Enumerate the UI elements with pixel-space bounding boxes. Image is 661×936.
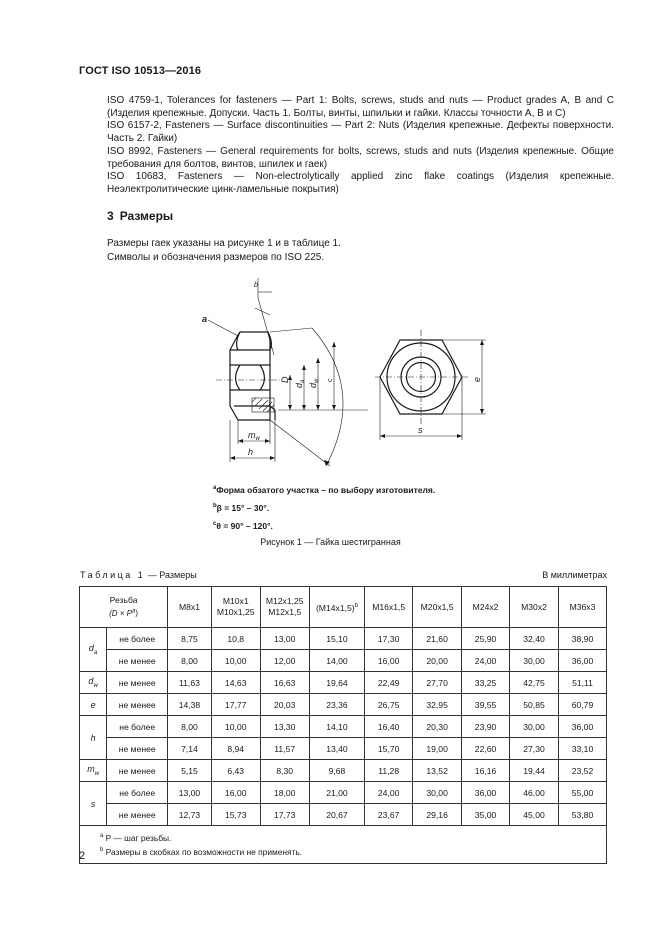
value-cell: 11,63 [168, 672, 212, 694]
value-cell: 14,10 [309, 716, 365, 738]
hex-nut-drawing [200, 270, 500, 475]
value-cell: 20,03 [260, 694, 309, 716]
section-number: 3 [107, 209, 114, 223]
value-cell: 9,68 [309, 760, 365, 782]
value-cell: 16,16 [462, 760, 510, 782]
value-cell: 6,43 [211, 760, 260, 782]
col-header-m12: M12x1,25 M12x1,5 [260, 587, 309, 628]
value-cell: 46,00 [510, 782, 559, 804]
value-cell: 32,40 [510, 628, 559, 650]
value-cell: 10,8 [211, 628, 260, 650]
value-cell: 30,00 [510, 650, 559, 672]
col-header-m20: M20x1,5 [413, 587, 462, 628]
value-cell: 33,25 [462, 672, 510, 694]
value-cell: 5,15 [168, 760, 212, 782]
intro-line-2: Символы и обозначения размеров по ISO 225. [107, 251, 325, 263]
value-cell: 60,79 [559, 694, 607, 716]
value-cell: 13,00 [168, 782, 212, 804]
value-cell: 21,60 [413, 628, 462, 650]
value-cell: 8,00 [168, 716, 212, 738]
section-heading [107, 209, 173, 223]
value-cell: 12,73 [168, 804, 212, 826]
reference-iso-8992: ISO 8992, Fasteners — General requirements for bolts, screws, studs and nuts (Изделия крепежные. Общие требования для болтов, винтов, шпилек и гаек) [107, 145, 614, 170]
section-intro [107, 237, 341, 264]
figure-note-a: $^a$Форма обзатого участка – по выбору изготовителя. [213, 484, 436, 495]
symbol-mw: $m_w$ [80, 760, 107, 782]
value-cell: 14,38 [168, 694, 212, 716]
label-h: h [248, 447, 254, 457]
symbol-dw: $d_w$ [80, 672, 107, 694]
value-cell: 16,40 [365, 716, 413, 738]
section-title: Размеры [119, 209, 174, 223]
table-caption: Таблица 1 — Размеры [80, 570, 197, 580]
value-cell: 18,00 [260, 782, 309, 804]
value-cell: 39,55 [462, 694, 510, 716]
limit-cell: не более [107, 782, 168, 804]
value-cell: 17,73 [260, 804, 309, 826]
table-row [80, 628, 607, 650]
value-cell: 8,94 [211, 738, 260, 760]
value-cell: 53,80 [559, 804, 607, 826]
value-cell: 10,00 [211, 650, 260, 672]
thread-header: Резьба $(D \times P^a)$ [80, 587, 168, 628]
value-cell: 17,77 [211, 694, 260, 716]
value-cell: 24,00 [365, 782, 413, 804]
value-cell: 23,90 [462, 716, 510, 738]
table-footnote-row [80, 826, 607, 864]
figure-note-b: $^b$β = 15° – 30°. [213, 502, 270, 513]
value-cell: 29,16 [413, 804, 462, 826]
value-cell: 13,30 [260, 716, 309, 738]
value-cell: 8,75 [168, 628, 212, 650]
label-dw: $d_w$ [308, 378, 320, 388]
value-cell: 32,95 [413, 694, 462, 716]
value-cell: 30,00 [510, 716, 559, 738]
symbol-s: s [80, 782, 107, 826]
value-cell: 16,63 [260, 672, 309, 694]
label-s: s [418, 425, 423, 435]
col-header-m16: M16x1,5 [365, 587, 413, 628]
limit-cell: не менее [107, 694, 168, 716]
value-cell: 12,00 [260, 650, 309, 672]
value-cell: 20,00 [413, 650, 462, 672]
table-row [80, 782, 607, 804]
value-cell: 16,00 [211, 782, 260, 804]
value-cell: 13,00 [260, 628, 309, 650]
value-cell: 22,60 [462, 738, 510, 760]
figure-note-c: $^c$θ = 90° – 120°. [213, 520, 273, 531]
symbol-e: e [80, 694, 107, 716]
intro-line-1: Размеры гаек указаны на рисунке 1 и в таблице 1. [107, 238, 341, 249]
table-row [80, 716, 607, 738]
value-cell: 23,52 [559, 760, 607, 782]
label-mw: $m_w$ [248, 430, 260, 442]
value-cell: 36,00 [559, 650, 607, 672]
value-cell: 20,67 [309, 804, 365, 826]
value-cell: 23,36 [309, 694, 365, 716]
value-cell: 38,90 [559, 628, 607, 650]
table-row [80, 694, 607, 716]
col-header-m30: M30x2 [510, 587, 559, 628]
label-beta: b [254, 282, 258, 289]
value-cell: 15,73 [211, 804, 260, 826]
value-cell: 45,00 [510, 804, 559, 826]
value-cell: 16,00 [365, 650, 413, 672]
value-cell: 14,00 [309, 650, 365, 672]
reference-iso-6157-2: ISO 6157-2, Fasteners — Surface discontinuities — Part 2: Nuts (Изделия крепежные. Дефекты поверхности. Часть 2. Гайки) [107, 120, 614, 145]
value-cell: 24,00 [462, 650, 510, 672]
dimensions-table [79, 586, 607, 864]
normative-references [107, 95, 614, 197]
table-footnote-b: $^b$ Размеры в скобках по возможности не применять. [100, 847, 303, 858]
value-cell: 13,52 [413, 760, 462, 782]
label-theta: c [327, 378, 334, 382]
col-header-m8: M8x1 [168, 587, 212, 628]
page-number: 2 [79, 850, 86, 862]
value-cell: 22,49 [365, 672, 413, 694]
col-header-m36: M36x3 [559, 587, 607, 628]
limit-cell: не более [107, 628, 168, 650]
table-row [80, 760, 607, 782]
limit-cell: не более [107, 716, 168, 738]
value-cell: 19,64 [309, 672, 365, 694]
limit-cell: не менее [107, 760, 168, 782]
limit-cell: не менее [107, 804, 168, 826]
figure-notes [213, 480, 435, 533]
value-cell: 36,00 [462, 782, 510, 804]
value-cell: 33,10 [559, 738, 607, 760]
table-row [80, 672, 607, 694]
col-header-m10: M10x1 M10x1,25 [211, 587, 260, 628]
value-cell: 25,90 [462, 628, 510, 650]
value-cell: 20,30 [413, 716, 462, 738]
value-cell: 51,11 [559, 672, 607, 694]
value-cell: 19,44 [510, 760, 559, 782]
value-cell: 42,75 [510, 672, 559, 694]
table-footnotes [80, 826, 607, 864]
figure-caption: Рисунок 1 — Гайка шестигранная [260, 537, 401, 547]
value-cell: 55,00 [559, 782, 607, 804]
table-header-row [80, 587, 607, 628]
value-cell: 15,10 [309, 628, 365, 650]
value-cell: 15,70 [365, 738, 413, 760]
value-cell: 14,63 [211, 672, 260, 694]
value-cell: 7,14 [168, 738, 212, 760]
col-header-m24: M24x2 [462, 587, 510, 628]
value-cell: 8,30 [260, 760, 309, 782]
table-row [80, 804, 607, 826]
limit-cell: не менее [107, 738, 168, 760]
label-a: a [202, 314, 208, 324]
value-cell: 50,85 [510, 694, 559, 716]
value-cell: 19,00 [413, 738, 462, 760]
label-e: e [472, 376, 482, 382]
symbol-h: h [80, 716, 107, 760]
value-cell: 17,30 [365, 628, 413, 650]
table-row [80, 650, 607, 672]
value-cell: 21,00 [309, 782, 365, 804]
document-header: ГОСТ ISO 10513—2016 [79, 65, 202, 77]
value-cell: 36,00 [559, 716, 607, 738]
value-cell: 27,30 [510, 738, 559, 760]
table-row [80, 738, 607, 760]
value-cell: 23,67 [365, 804, 413, 826]
value-cell: 8,00 [168, 650, 212, 672]
value-cell: 11,28 [365, 760, 413, 782]
table-footnote-a: $^a$ P — шаг резьбы. [100, 832, 172, 843]
value-cell: 26,75 [365, 694, 413, 716]
col-header-m14: $(M14x1,5)^b$ [309, 587, 365, 628]
table-units: В миллиметрах [542, 570, 607, 580]
value-cell: 35,00 [462, 804, 510, 826]
reference-iso-10683: ISO 10683, Fasteners — Non-electrolytically applied zinc flake coatings (Изделия крепежные. Неэлектролитические цинк-ламельные покрытия) [107, 171, 614, 195]
value-cell: 13,40 [309, 738, 365, 760]
value-cell: 11,57 [260, 738, 309, 760]
label-D: D [280, 376, 290, 383]
label-da: $d_a$ [294, 379, 306, 388]
value-cell: 30,00 [413, 782, 462, 804]
value-cell: 27,70 [413, 672, 462, 694]
limit-cell: не менее [107, 672, 168, 694]
limit-cell: не менее [107, 650, 168, 672]
reference-iso-4759-1: ISO 4759-1, Tolerances for fasteners — Part 1: Bolts, screws, studs and nuts — Product grades A, B and C (Изделия крепежные. Допуски. Часть 1. Болты, винты, шпильки и гайки. Классы точности А, В и С) [107, 95, 614, 119]
symbol-da: $d_a$ [80, 628, 107, 672]
value-cell: 10,00 [211, 716, 260, 738]
